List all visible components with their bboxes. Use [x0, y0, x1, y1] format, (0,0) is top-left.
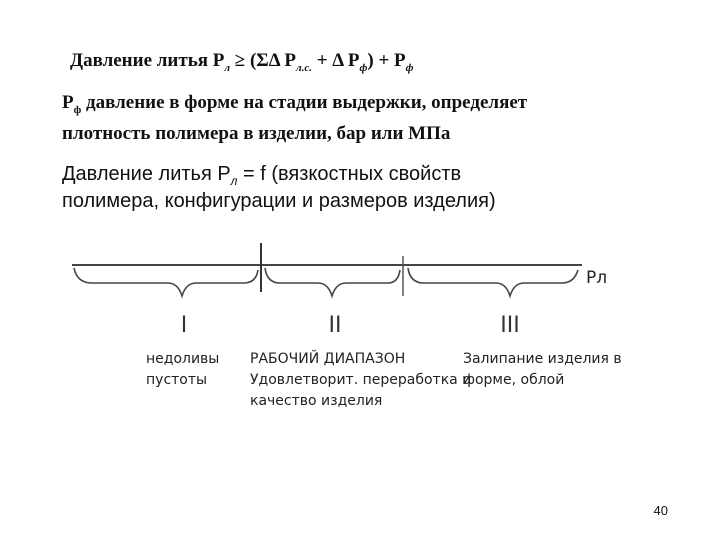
- formula-lhs: Давление литья P: [70, 50, 225, 71]
- zone-2-caption-line-2: Удовлетворит. переработка и: [250, 372, 472, 388]
- formula-sub-losses: л.с.: [295, 61, 312, 74]
- zone-3-numeral: III: [500, 313, 520, 338]
- zone-2-caption-line-3: качество изделия: [250, 393, 383, 409]
- zone-3-caption-line-2: форме, облой: [463, 372, 565, 388]
- dependency-prefix: Давление литья P: [62, 163, 231, 185]
- description-symbol: P: [62, 92, 74, 113]
- dependency-prefix-sub: л: [230, 174, 238, 188]
- formula-mid: + Δ P: [311, 50, 360, 71]
- description-line-1-text: давление в форме на стадии выдержки, определяет: [81, 92, 528, 113]
- formula-sub-hold: ф: [405, 61, 414, 74]
- formula-lhs-sub: л: [224, 61, 231, 74]
- formula-rhs: ) + P: [367, 50, 406, 71]
- page-number: 40: [653, 503, 668, 518]
- description-symbol-sub: ф: [73, 103, 82, 116]
- zone-3-caption-line-1: Залипание изделия в: [463, 351, 622, 367]
- zone-3-brace: [408, 268, 578, 296]
- description-line-2: плотность полимера в изделии, бар или МПа: [62, 123, 451, 144]
- zone-2-brace: [265, 268, 400, 296]
- zone-1-numeral: I: [180, 313, 188, 338]
- dependency-line-2: полимера, конфигурации и размеров изделия): [62, 190, 496, 212]
- formula-sub-form: ф: [359, 61, 368, 74]
- formula-relation: ≥ (ΣΔ P: [230, 50, 296, 71]
- zone-1-brace: [74, 268, 258, 296]
- zone-2-numeral: II: [328, 313, 342, 338]
- zone-2-caption-line-1: РАБОЧИЙ ДИАПАЗОН: [250, 351, 406, 367]
- zone-1-caption-line-1: недоливы: [146, 351, 220, 367]
- zone-1-caption-line-2: пустоты: [146, 372, 208, 388]
- axis-label-pl: Pл: [586, 268, 608, 288]
- dependency-line-1-text: = f (вязкостных свойств: [237, 163, 462, 185]
